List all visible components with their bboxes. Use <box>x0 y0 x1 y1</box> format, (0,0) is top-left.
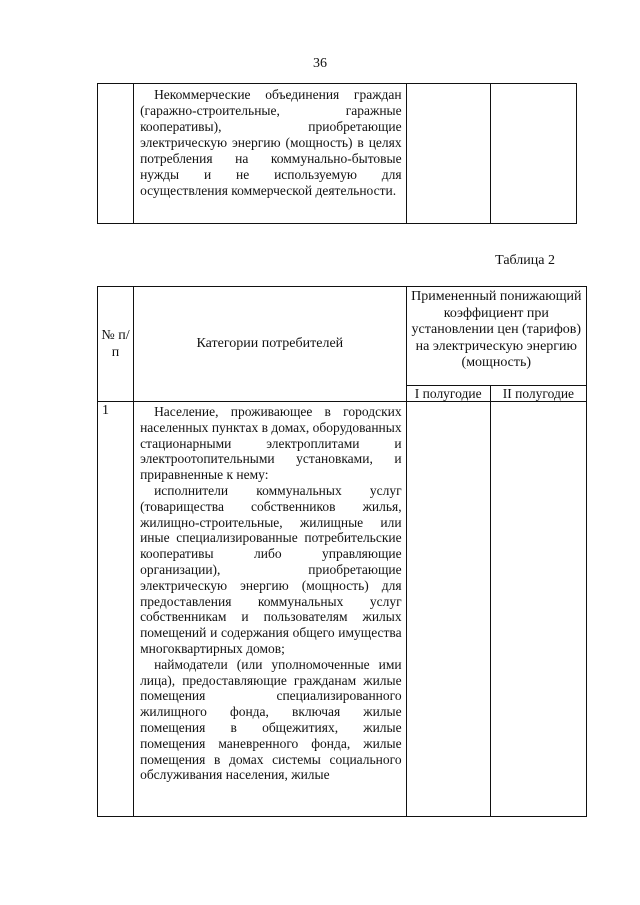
row-category-cell <box>134 402 407 817</box>
continuation-half2-cell <box>490 84 576 224</box>
header-coefficient: Примененный понижающий коэффициент при установлении цен (тарифов) на электрическую энергию (мощность) <box>406 287 586 386</box>
continuation-category-text: Некоммерческие объединения граждан (гаражно-строительные, гаражные кооперативы), приобретающие электрическую энергию (мощность) в целях потребления на коммунально-бытовые нужды и не используемую для осуществления коммерческой деятельности. <box>140 87 402 198</box>
row-paragraph: наймодатели (или уполномоченные ими лица), предоставляющие гражданам жилые помещения специализированного жилищного фонда, включая жилые помещения в общежитиях, жилые помещения маневренного фонда, жилые помещения в домах системы социального обслуживания населения, жилые <box>140 656 402 783</box>
table-row <box>98 402 587 817</box>
table-row <box>98 84 577 224</box>
continuation-category-cell <box>134 84 407 224</box>
continuation-num-cell <box>98 84 134 224</box>
consumer-categories-table <box>97 286 587 817</box>
row-num: 1 <box>98 402 134 817</box>
row-half2-cell <box>490 402 586 817</box>
row-paragraph: исполнители коммунальных услуг (товарищества собственников жилья, жилищно-строительные, жилищные или иные специализированные потребительские кооперативы либо управляющие организации), приобретающие электрическую энергию (мощность) для предоставления коммунальных услуг собственникам и пользователям жилых помещений и содержания общего имущества многоквартирных домов; <box>140 482 402 656</box>
continuation-table <box>97 83 577 224</box>
header-num: № п/п <box>98 287 134 402</box>
table-label: Таблица 2 <box>495 253 555 268</box>
header-half1: I полугодие <box>406 386 490 402</box>
header-half2: II полугодие <box>490 386 586 402</box>
page-number: 36 <box>313 56 327 71</box>
row-half1-cell <box>406 402 490 817</box>
header-category: Категории потребителей <box>134 287 407 402</box>
continuation-half1-cell <box>406 84 490 224</box>
row-paragraph: Население, проживающее в городских населенных пунктах в домах, оборудованных стационарными электроплитами и электроотопительными установками, и приравненные к нему: <box>140 404 402 483</box>
header-row <box>98 287 587 386</box>
